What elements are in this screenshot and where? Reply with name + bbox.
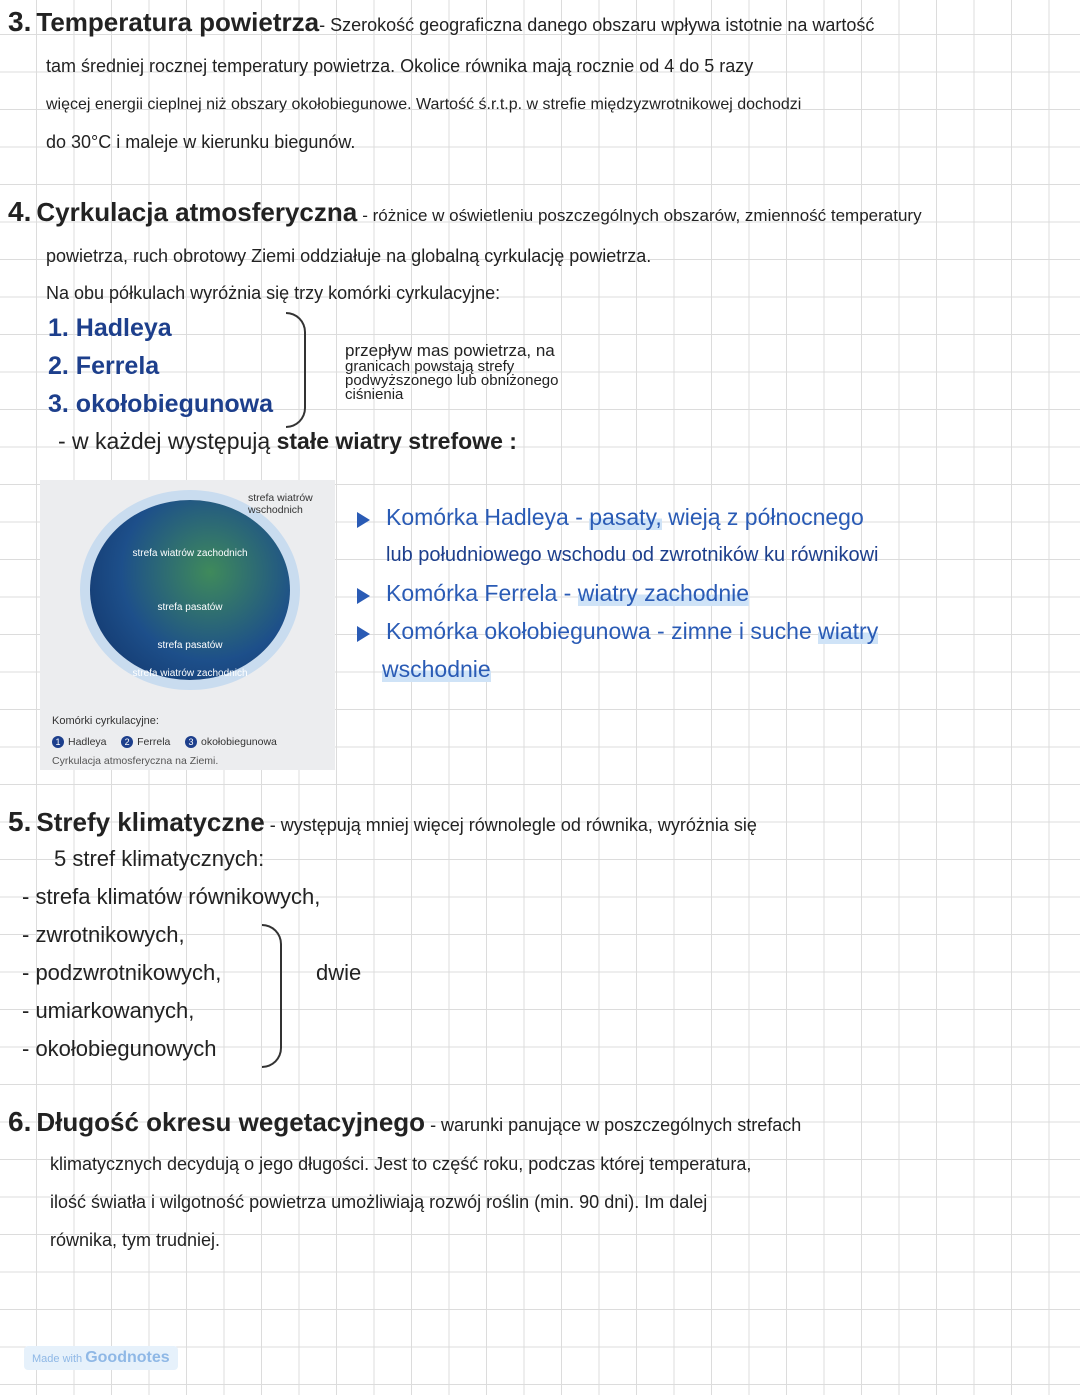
zone-label: strefa pasatów (157, 640, 223, 651)
s3-line: więcej energii cieplnej niż obszary okołobiegunowe. Wartość ś.r.t.p. w strefie międzyzwrotnikowej dochodzi (46, 96, 802, 113)
bullet-cont: wschodnie (382, 656, 491, 682)
figure-caption: Cyrkulacja atmosferyczna na Ziemi. (52, 755, 219, 767)
s5-heading: 5. Strefy klimatyczne - występują mniej więcej równolegle od równika, wyróżnia się (8, 806, 757, 837)
bullet-icon (357, 588, 370, 604)
s3-heading: 3. Temperatura powietrza- Szerokość geograficzna danego obszaru wpływa istotnie na wartość (8, 6, 875, 37)
circulation-figure (40, 480, 335, 770)
zone-label: strefa wiatrów zachodnich (132, 548, 248, 559)
zone-item: - strefa klimatów równikowych, (22, 884, 321, 909)
bullet-hadley: Komórka Hadleya - pasaty, wieją z północnego (386, 504, 864, 530)
top-label: strefa wiatrów wschodnich (248, 492, 313, 516)
bullet-icon (357, 512, 370, 528)
s6-heading: 6. Długość okresu wegetacyjnego - warunki panujące w poszczególnych strefach (8, 1106, 802, 1137)
cell-item: 3. okołobiegunowa (48, 390, 274, 418)
brace (286, 312, 306, 428)
legend-item: 3 okołobiegunowa (185, 736, 277, 748)
goodnotes-watermark: Made with Goodnotes (24, 1346, 178, 1370)
bullet-ferrel: Komórka Ferrela - wiatry zachodnie (386, 580, 750, 606)
globe-image (90, 500, 290, 680)
s4-line: Na obu półkulach wyróżnia się trzy komórki cyrkulacyjne: (46, 283, 501, 303)
s6-line: ilość światła i wilgotność powietrza umożliwiają rozwój roślin (min. 90 dni). Im dalej (50, 1192, 708, 1212)
zone-item: - zwrotnikowych, (22, 922, 185, 947)
zone-label: strefa wiatrów zachodnich (132, 668, 248, 679)
s3-line: do 30°C i maleje w kierunku biegunów. (46, 132, 356, 152)
legend-title: Komórki cyrkulacyjne: (52, 715, 159, 727)
bullet-cont: lub południowego wschodu od zwrotników ku równikowi (386, 544, 879, 566)
s3-line: tam średniej rocznej temperatury powietrza. Okolice równika mają rocznie od 4 do 5 razy (46, 56, 754, 76)
s6-line: klimatycznych decydują o jego długości. Jest to część roku, podczas której temperatura, (50, 1154, 752, 1174)
brace-note: dwie (316, 960, 362, 985)
zone-item: - podzwrotnikowych, (22, 960, 222, 985)
cell-item: 2. Ferrela (48, 352, 160, 380)
zone-item: - umiarkowanych, (22, 998, 195, 1023)
bullet-icon (357, 626, 370, 642)
legend-item: 1 Hadleya (52, 736, 107, 748)
legend (52, 736, 277, 748)
bullet-polar: Komórka okołobiegunowa - zimne i suche wiatry (386, 618, 879, 644)
legend-item: 2 Ferrela (121, 736, 170, 748)
brace-note: przepływ mas powietrza, na granicach powstają strefy podwyższonego lub obniżonego ciśnienia (345, 341, 559, 403)
cell-item: 1. Hadleya (48, 314, 172, 342)
s5-line: 5 stref klimatycznych: (54, 846, 265, 871)
s4-heading: 4. Cyrkulacja atmosferyczna - różnice w oświetleniu poszczególnych obszarów, zmienność temperatury (8, 196, 922, 227)
brace (262, 924, 282, 1068)
zone-item: - okołobiegunowych (22, 1036, 217, 1061)
s6-line: równika, tym trudniej. (50, 1230, 221, 1250)
zone-label: strefa pasatów (157, 602, 223, 613)
s4-line: powietrza, ruch obrotowy Ziemi oddziałuje na globalną cyrkulację powietrza. (46, 246, 652, 266)
winds-line: - w każdej występują stałe wiatry strefowe : (58, 428, 517, 454)
